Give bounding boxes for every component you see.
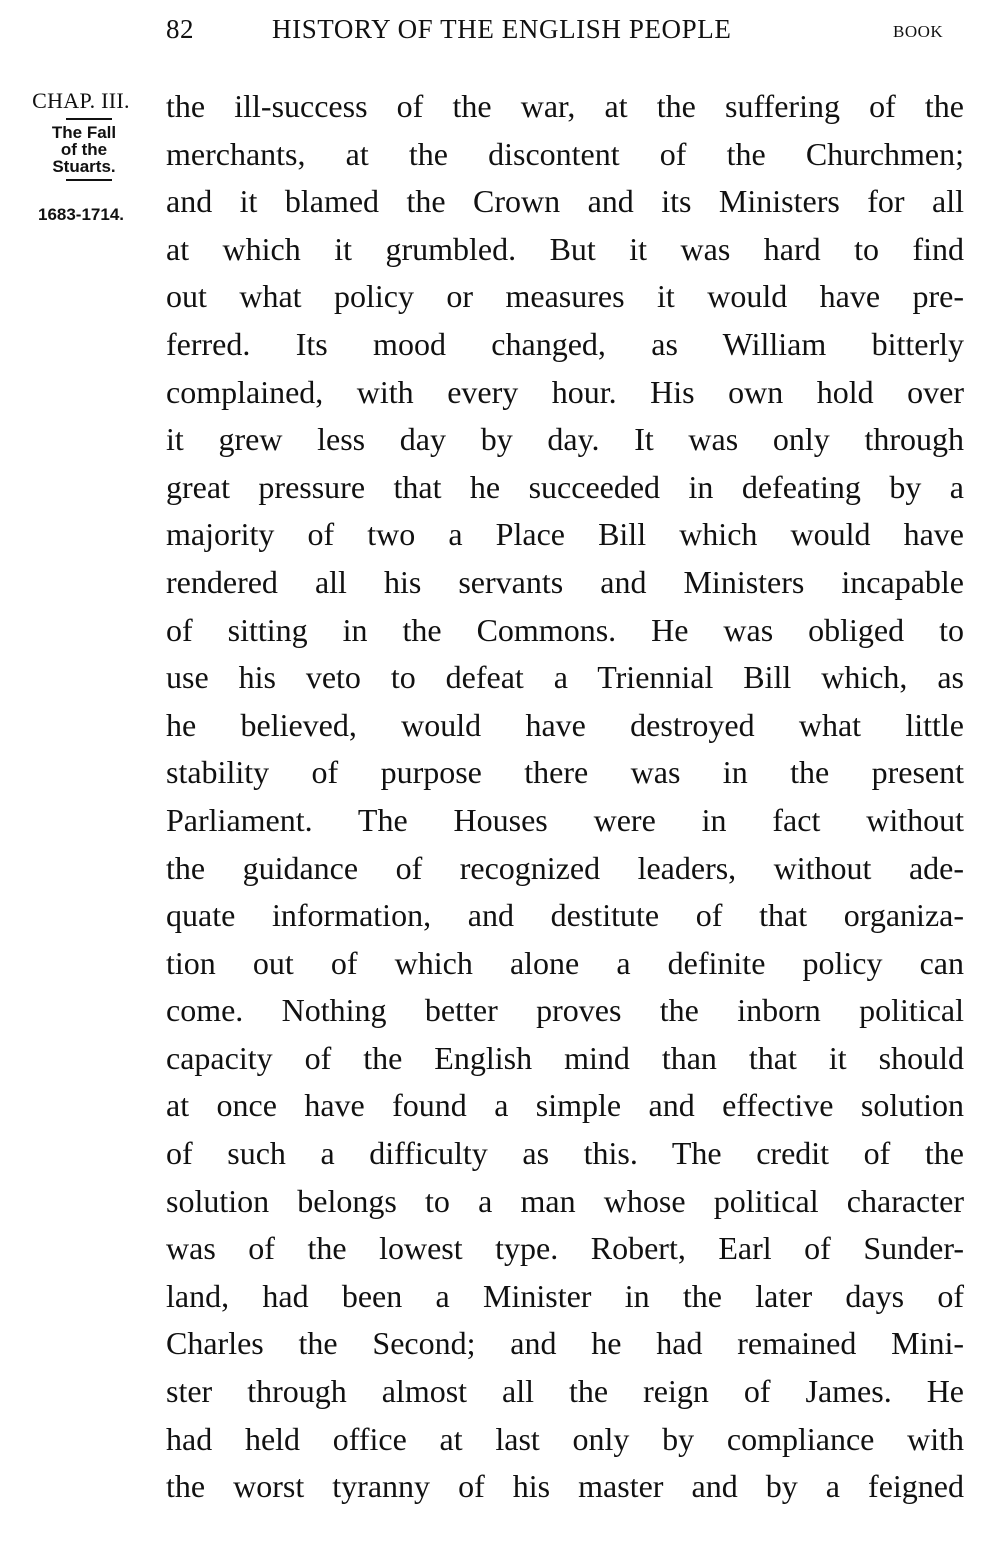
margin-rule	[66, 179, 112, 181]
section-title-line-3: Stuarts.	[52, 157, 116, 176]
text-line: majority of two a Place Bill which would have	[166, 516, 964, 553]
running-head	[0, 10, 1000, 50]
text-line: of such a difficulty as this. The credit of the	[166, 1135, 964, 1172]
text-line: at which it grumbled. But it was hard to find	[166, 230, 964, 267]
text-line: Charles the Second; and he had remained Mini-	[166, 1325, 964, 1362]
text-line: merchants, at the discontent of the Churchmen;	[166, 135, 964, 172]
text-line: was of the lowest type. Robert, Earl of Sunder-	[166, 1230, 964, 1267]
text-line: and it blamed the Crown and its Ministers for all	[166, 183, 964, 220]
body-text	[166, 84, 964, 1512]
book-title: HISTORY OF THE ENGLISH PEOPLE	[272, 14, 732, 44]
text-line: the guidance of recognized leaders, without ade-	[166, 849, 964, 886]
text-line: solution belongs to a man whose political character	[166, 1182, 964, 1219]
chapter-label: CHAP. III.	[32, 88, 130, 113]
text-line: land, had been a Minister in the later days of	[166, 1277, 964, 1314]
text-line: the ill-success of the war, at the suffering of the	[166, 88, 964, 124]
text-line: out what policy or measures it would have pre-	[166, 278, 964, 315]
margin-notes	[8, 88, 146, 225]
text-line: it grew less day by day. It was only through	[166, 421, 964, 458]
text-line: capacity of the English mind than that it should	[166, 1039, 964, 1076]
text-line: of sitting in the Commons. He was obliged to	[166, 611, 964, 648]
text-line: stability of purpose there was in the present	[166, 754, 964, 791]
text-line: he believed, would have destroyed what little	[166, 706, 964, 743]
book-label: BOOK	[893, 22, 944, 41]
text-line: ster through almost all the reign of James. He	[166, 1373, 964, 1410]
text-line: ferred. Its mood changed, as William bitterly	[166, 325, 964, 362]
section-title-line-2: of the	[60, 140, 108, 159]
text-line: the worst tyranny of his master and by a feigned	[166, 1468, 964, 1505]
text-line: quate information, and destitute of that organiza-	[166, 897, 964, 934]
text-line: at once have found a simple and effective solution	[166, 1087, 964, 1124]
text-line: Parliament. The Houses were in fact without	[166, 801, 964, 838]
date-range: 1683-1714.	[37, 205, 125, 224]
text-line: rendered all his servants and Ministers incapable	[166, 563, 964, 600]
text-line: come. Nothing better proves the inborn political	[166, 992, 964, 1029]
margin-rule	[66, 118, 112, 120]
text-line: complained, with every hour. His own hold over	[166, 373, 964, 410]
text-line: use his veto to defeat a Triennial Bill which, as	[166, 659, 964, 696]
text-line: had held office at last only by compliance with	[166, 1420, 964, 1457]
section-title-line-1: The Fall	[51, 123, 117, 142]
text-line: great pressure that he succeeded in defeating by a	[166, 468, 964, 505]
text-line: tion out of which alone a definite policy can	[166, 944, 964, 981]
page-number: 82	[166, 14, 194, 44]
